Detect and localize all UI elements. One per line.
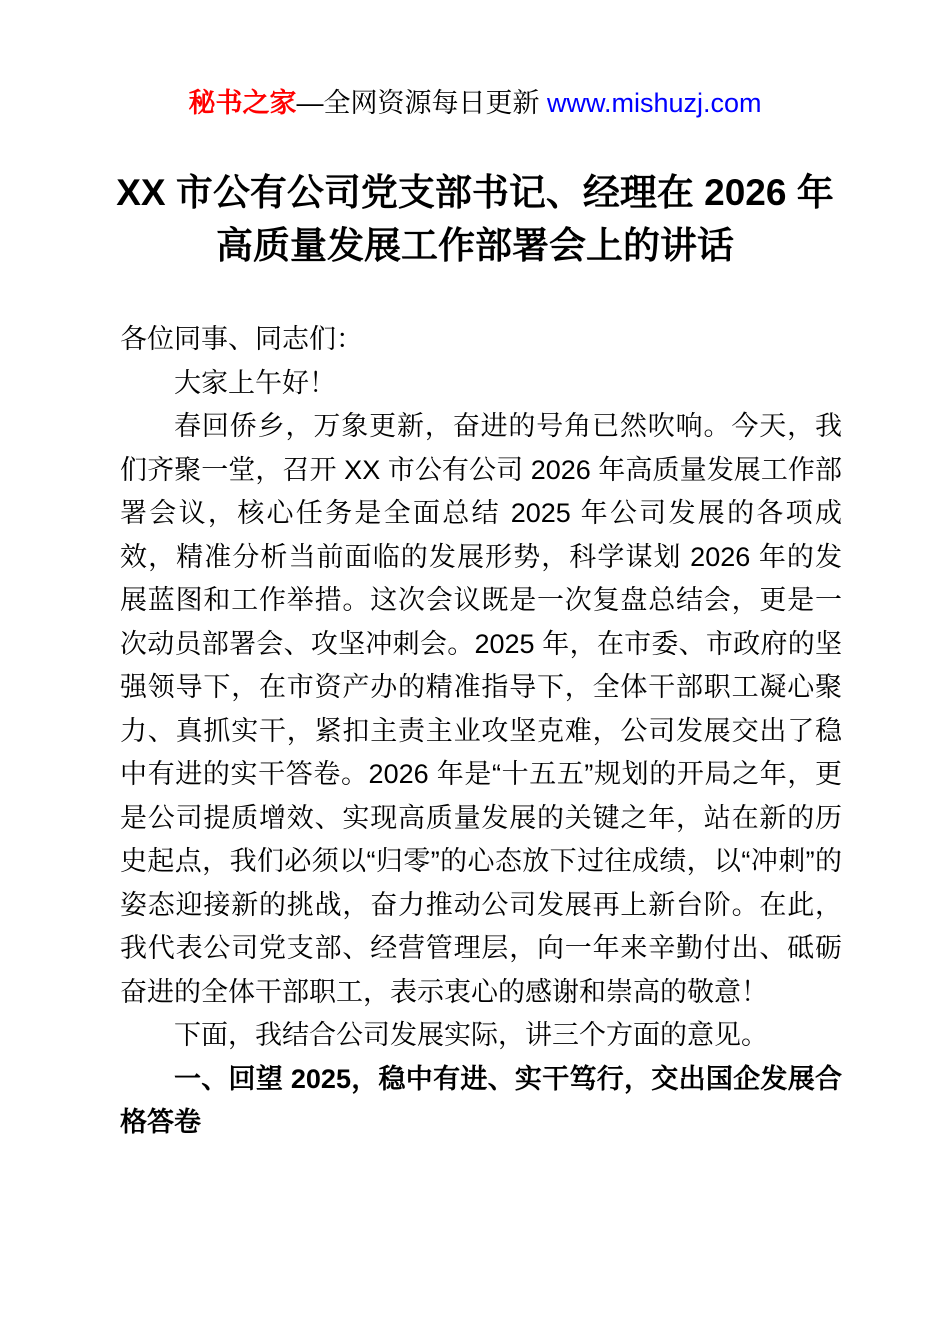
paragraph: 春回侨乡，万象更新，奋进的号角已然吹响。今天，我们齐聚一堂，召开 XX 市公有公司 2026 年高质量发展工作部署会议，核心任务是全面总结 2025 年公司发展的各项成效，精准分析当前面临的发展形势，科学谋划 2026 年的发展蓝图和工作举措。这次会议既是一次复盘总结会，更是一次动员部署会、攻坚冲刺会。2025 年，在市委、市政府的坚强领导下，在市资产办的精准指导下，全体干部职工凝心聚力、真抓实干，紧扣主责主业攻坚克难，公司发展交出了稳中有进的实干答卷。2026 年是“十五五”规划的开局之年，更是公司提质增效、实现高质量发展的关键之年，站在新的历史起点，我们必须以“归零”的心态放下过往成绩，以“冲刺”的姿态迎接新的挑战，奋力推动公司发展再上新台阶。在此，我代表公司党支部、经营管理层，向一年来辛勤付出、砥砺奋进的全体干部职工，表示衷心的感谢和崇高的敬意！ — [120, 411, 842, 1007]
header-tagline: —全网资源每日更新 — [296, 88, 547, 118]
document-header — [0, 0, 950, 122]
site-name: 秘书之家 — [188, 88, 297, 118]
paragraph: 各位同事、同志们： — [120, 324, 363, 354]
paragraph: 大家上午好！ — [174, 367, 336, 398]
document-title — [50, 166, 900, 272]
site-url-link[interactable]: www.mishuzj.com — [546, 88, 762, 118]
title-line-2: 高质量发展工作部署会上的讲话 — [216, 225, 734, 266]
paragraph: 下面，我结合公司发展实际，讲三个方面的意见。 — [174, 1020, 768, 1050]
section-heading: 一、回望 2025，稳中有进、实干笃行，交出国企发展合格答卷 — [120, 1063, 842, 1137]
title-line-1: XX 市公有公司党支部书记、经理在 2026 年 — [116, 172, 834, 213]
document-body — [0, 318, 950, 1145]
